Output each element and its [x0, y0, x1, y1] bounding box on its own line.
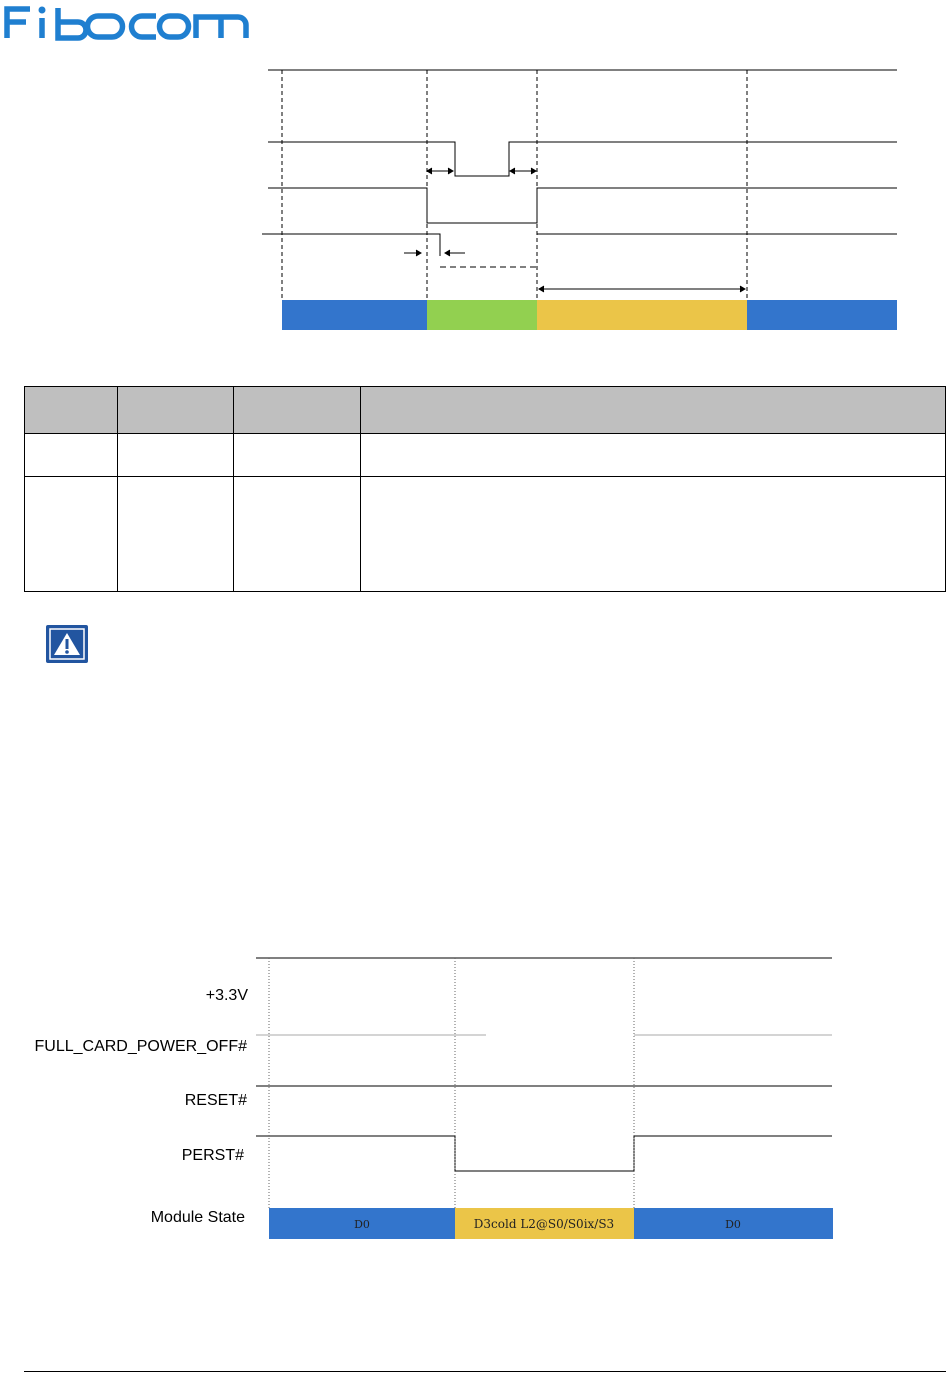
warning-icon	[45, 624, 89, 664]
table-cell	[25, 477, 118, 592]
timing-parameter-table	[24, 386, 946, 592]
table-cell	[25, 434, 118, 477]
table-row	[25, 477, 946, 592]
top-timing-diagram	[262, 70, 897, 300]
table-cell	[361, 434, 946, 477]
table-header-cell	[25, 387, 118, 434]
top-state-d3cold	[537, 300, 747, 330]
table-cell	[118, 434, 234, 477]
footer-divider	[24, 1371, 946, 1372]
table-cell	[234, 434, 361, 477]
top-state-d0-end	[747, 300, 897, 330]
signal-label-perst: PERST#	[181, 1147, 244, 1164]
top-state-d0	[282, 300, 427, 330]
table-cell	[118, 477, 234, 592]
state-label: D0	[354, 1218, 370, 1231]
state-label: D3cold L2@S0/S0ix/S3	[473, 1217, 615, 1231]
table-header-cell	[234, 387, 361, 434]
table-cell	[234, 477, 361, 592]
signal-perst-line	[256, 1136, 832, 1171]
state-label: D0	[725, 1218, 741, 1231]
signal-label-3v3: +3.3V	[205, 987, 248, 1004]
table-header-cell	[118, 387, 234, 434]
top-signal-2-line	[268, 142, 897, 176]
table-header-cell	[361, 387, 946, 434]
top-state-transition	[427, 300, 537, 330]
table-cell	[361, 477, 946, 592]
table-header-row	[25, 387, 946, 434]
top-signal-3-line	[268, 188, 897, 223]
module-state-label: Module State	[150, 1209, 245, 1226]
signal-label-reset: RESET#	[184, 1092, 247, 1109]
bottom-timing-diagram	[256, 958, 832, 1208]
table-row	[25, 434, 946, 477]
signal-label-full-card-power-off: FULL_CARD_POWER_OFF#	[34, 1038, 247, 1055]
